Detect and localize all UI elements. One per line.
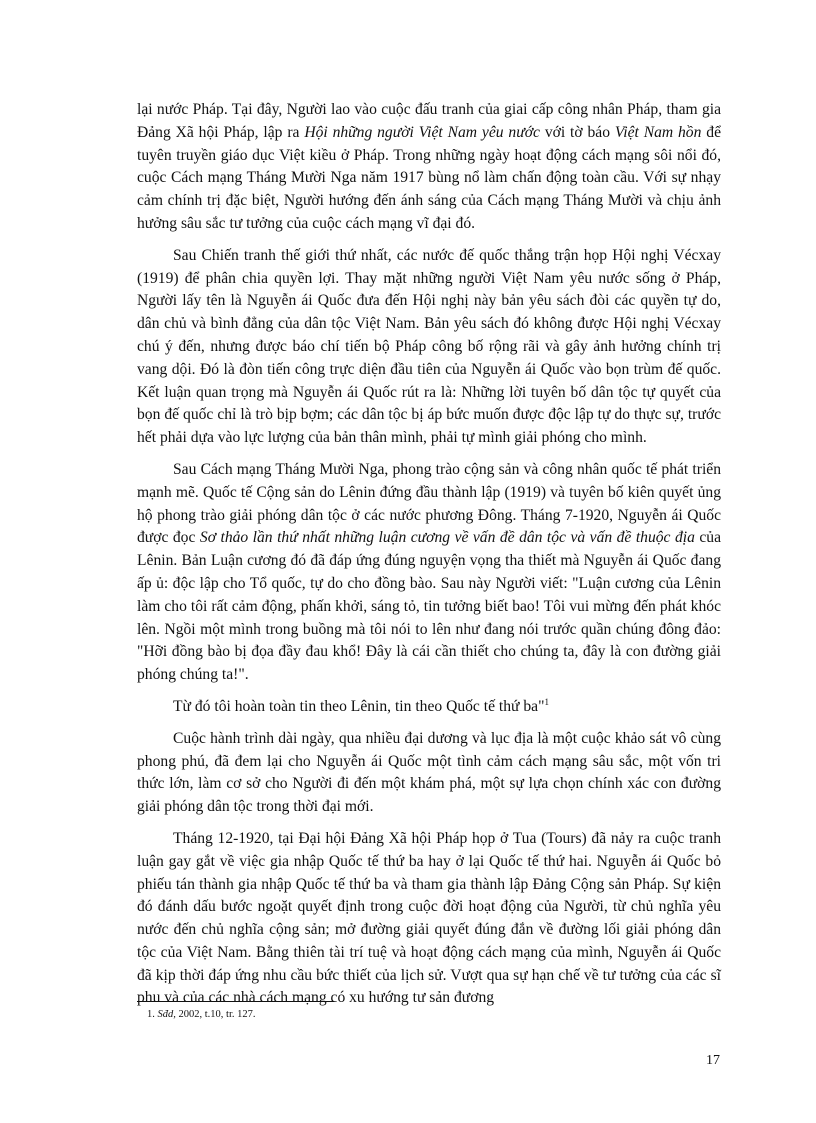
paragraph [137,459,721,687]
text-run: của Lênin. Bản Luận cương đó đã đáp ứng đúng nguyện vọng tha thiết mà Nguyễn ái Quốc đang ấp ủ: độc lập cho Tổ quốc, tự do cho đồng bào. Sau này Người viết: "Luận cương của Lênin làm cho tôi rất cảm động, phấn khởi, sáng tỏ, tin tưởng biết bao! Tôi vui mừng đến phát khóc lên. Ngồi một mình trong buồng mà tôi nói to lên như đang nói trước quần chúng đông đảo: "Hỡi đồng bào bị đọa đầy đau khổ! Đây là cái cần thiết cho chúng ta, đây là con đường giải phóng chúng ta!". [137,529,721,684]
body-text [137,99,721,1019]
text-run: Sau Cách mạng Tháng Mười Nga, phong trào cộng sản và công nhân quốc tế phát triển mạnh mẽ. Quốc tế Cộng sản do Lênin đứng đầu thành lập (1919) và tuyên bố kiên quyết ủng hộ phong trào giải phóng dân tộc ở các nước phương Đông. Tháng 7-1920, Nguyễn ái Quốc được đọc [137,460,721,547]
text-run: lại nước Pháp. Tại đây, Người lao vào cuộc đấu tranh của giai cấp công nhân Pháp, tham gia Đảng Xã hội Pháp, lập ra [137,101,721,141]
paragraph [137,696,721,719]
italic-text: Sơ thảo lần thứ nhất những luận cương về vấn đề dân tộc và vấn đề thuộc địa [199,529,695,547]
footnote-reference: 2002, t.10, tr. 127. [175,1009,256,1020]
text-run: Từ đó tôi hoàn toàn tin theo Lênin, tin theo Quốc tế thứ ba" [173,697,545,715]
paragraph [137,99,721,236]
footnote [147,1008,647,1022]
footnote-number: 1. [147,1009,155,1020]
italic-text: Hội những người Việt Nam yêu nước [304,123,540,141]
text-run: Tháng 12-1920, tại Đại hội Đảng Xã hội Pháp họp ở Tua (Tours) đã nảy ra cuộc tranh luận gay gắt về việc gia nhập Quốc tế thứ ba hay ở lại Quốc tế thứ hai. Nguyễn ái Quốc bỏ phiếu tán thành gia nhập Quốc tế thứ ba và tham gia thành lập Đảng Cộng sản Pháp. Sự kiện đó đánh dấu bước ngoặt quyết định trong cuộc đời hoạt động của Người, từ chủ nghĩa yêu nước đến chủ nghĩa cộng sản; mở đường giải quyết đúng đắn về đường lối giải phóng dân tộc của Việt Nam. Bằng thiên tài trí tuệ và hoạt động cách mạng của mình, Nguyễn ái Quốc đã kịp thời đáp ứng nhu cầu bức thiết của lịch sử. Vượt qua sự hạn chế về tư tưởng của các sĩ phu và của các nhà cách mạng có xu hướng tư sản đương [137,829,721,1007]
footnote-marker: 1 [544,696,549,707]
paragraph [137,828,721,1010]
text-run: Cuộc hành trình dài ngày, qua nhiều đại dương và lục địa là một cuộc khảo sát vô cùng phong phú, đã đem lại cho Nguyễn ái Quốc một tình cảm cách mạng sâu sắc, một vốn tri thức lớn, làm cơ sở cho Người đi đến một khám phá, một sự lựa chọn chính xác con đường giải phóng dân tộc trong thời đại mới. [137,729,721,816]
footnote-source: Sđd, [157,1009,176,1020]
text-run: để tuyên truyền giáo dục Việt kiều ở Pháp. Trong những ngày hoạt động cách mạng sôi nổi đó, cuộc Cách mạng Tháng Mười Nga năm 1917 bùng nổ làm chấn động toàn cầu. Với sự nhạy cảm chính trị đặc biệt, Người hướng đến ánh sáng của Cách mạng Tháng Mười và chịu ảnh hưởng sâu sắc tư tưởng của cuộc cách mạng vĩ đại đó. [137,123,721,232]
page-number: 17 [706,1053,720,1068]
text-run: Sau Chiến tranh thế giới thứ nhất, các nước đế quốc thắng trận họp Hội nghị Vécxay (1919) để phân chia quyền lợi. Thay mặt những người Việt Nam yêu nước sống ở Pháp, Người lấy tên là Nguyễn ái Quốc đưa đến Hội nghị này bản yêu sách đòi các quyền tự do, dân chủ và bình đẳng của dân tộc Việt Nam. Bản yêu sách đó không được Hội nghị Vécxay chú ý đến, nhưng được báo chí tiến bộ Pháp công bố rộng rãi và gây ảnh hưởng chính trị vang dội. Đó là đòn tiến công trực diện đầu tiên của Nguyễn ái Quốc vào bọn trùm đế quốc. Kết luận quan trọng mà Nguyễn ái Quốc rút ra là: Những lời tuyên bố dân tộc tự quyết của bọn đế quốc chỉ là trò bịp bợm; các dân tộc bị áp bức muốn được độc lập tự do thực sự, trước hết phải dựa vào lực lượng của bản thân mình, phải tự mình giải phóng cho mình. [137,246,721,447]
paragraph [137,245,721,450]
footnote-divider [137,1001,334,1002]
paragraph [137,728,721,819]
italic-text: Việt Nam hồn [614,123,702,141]
text-run: với tờ báo [539,123,615,141]
